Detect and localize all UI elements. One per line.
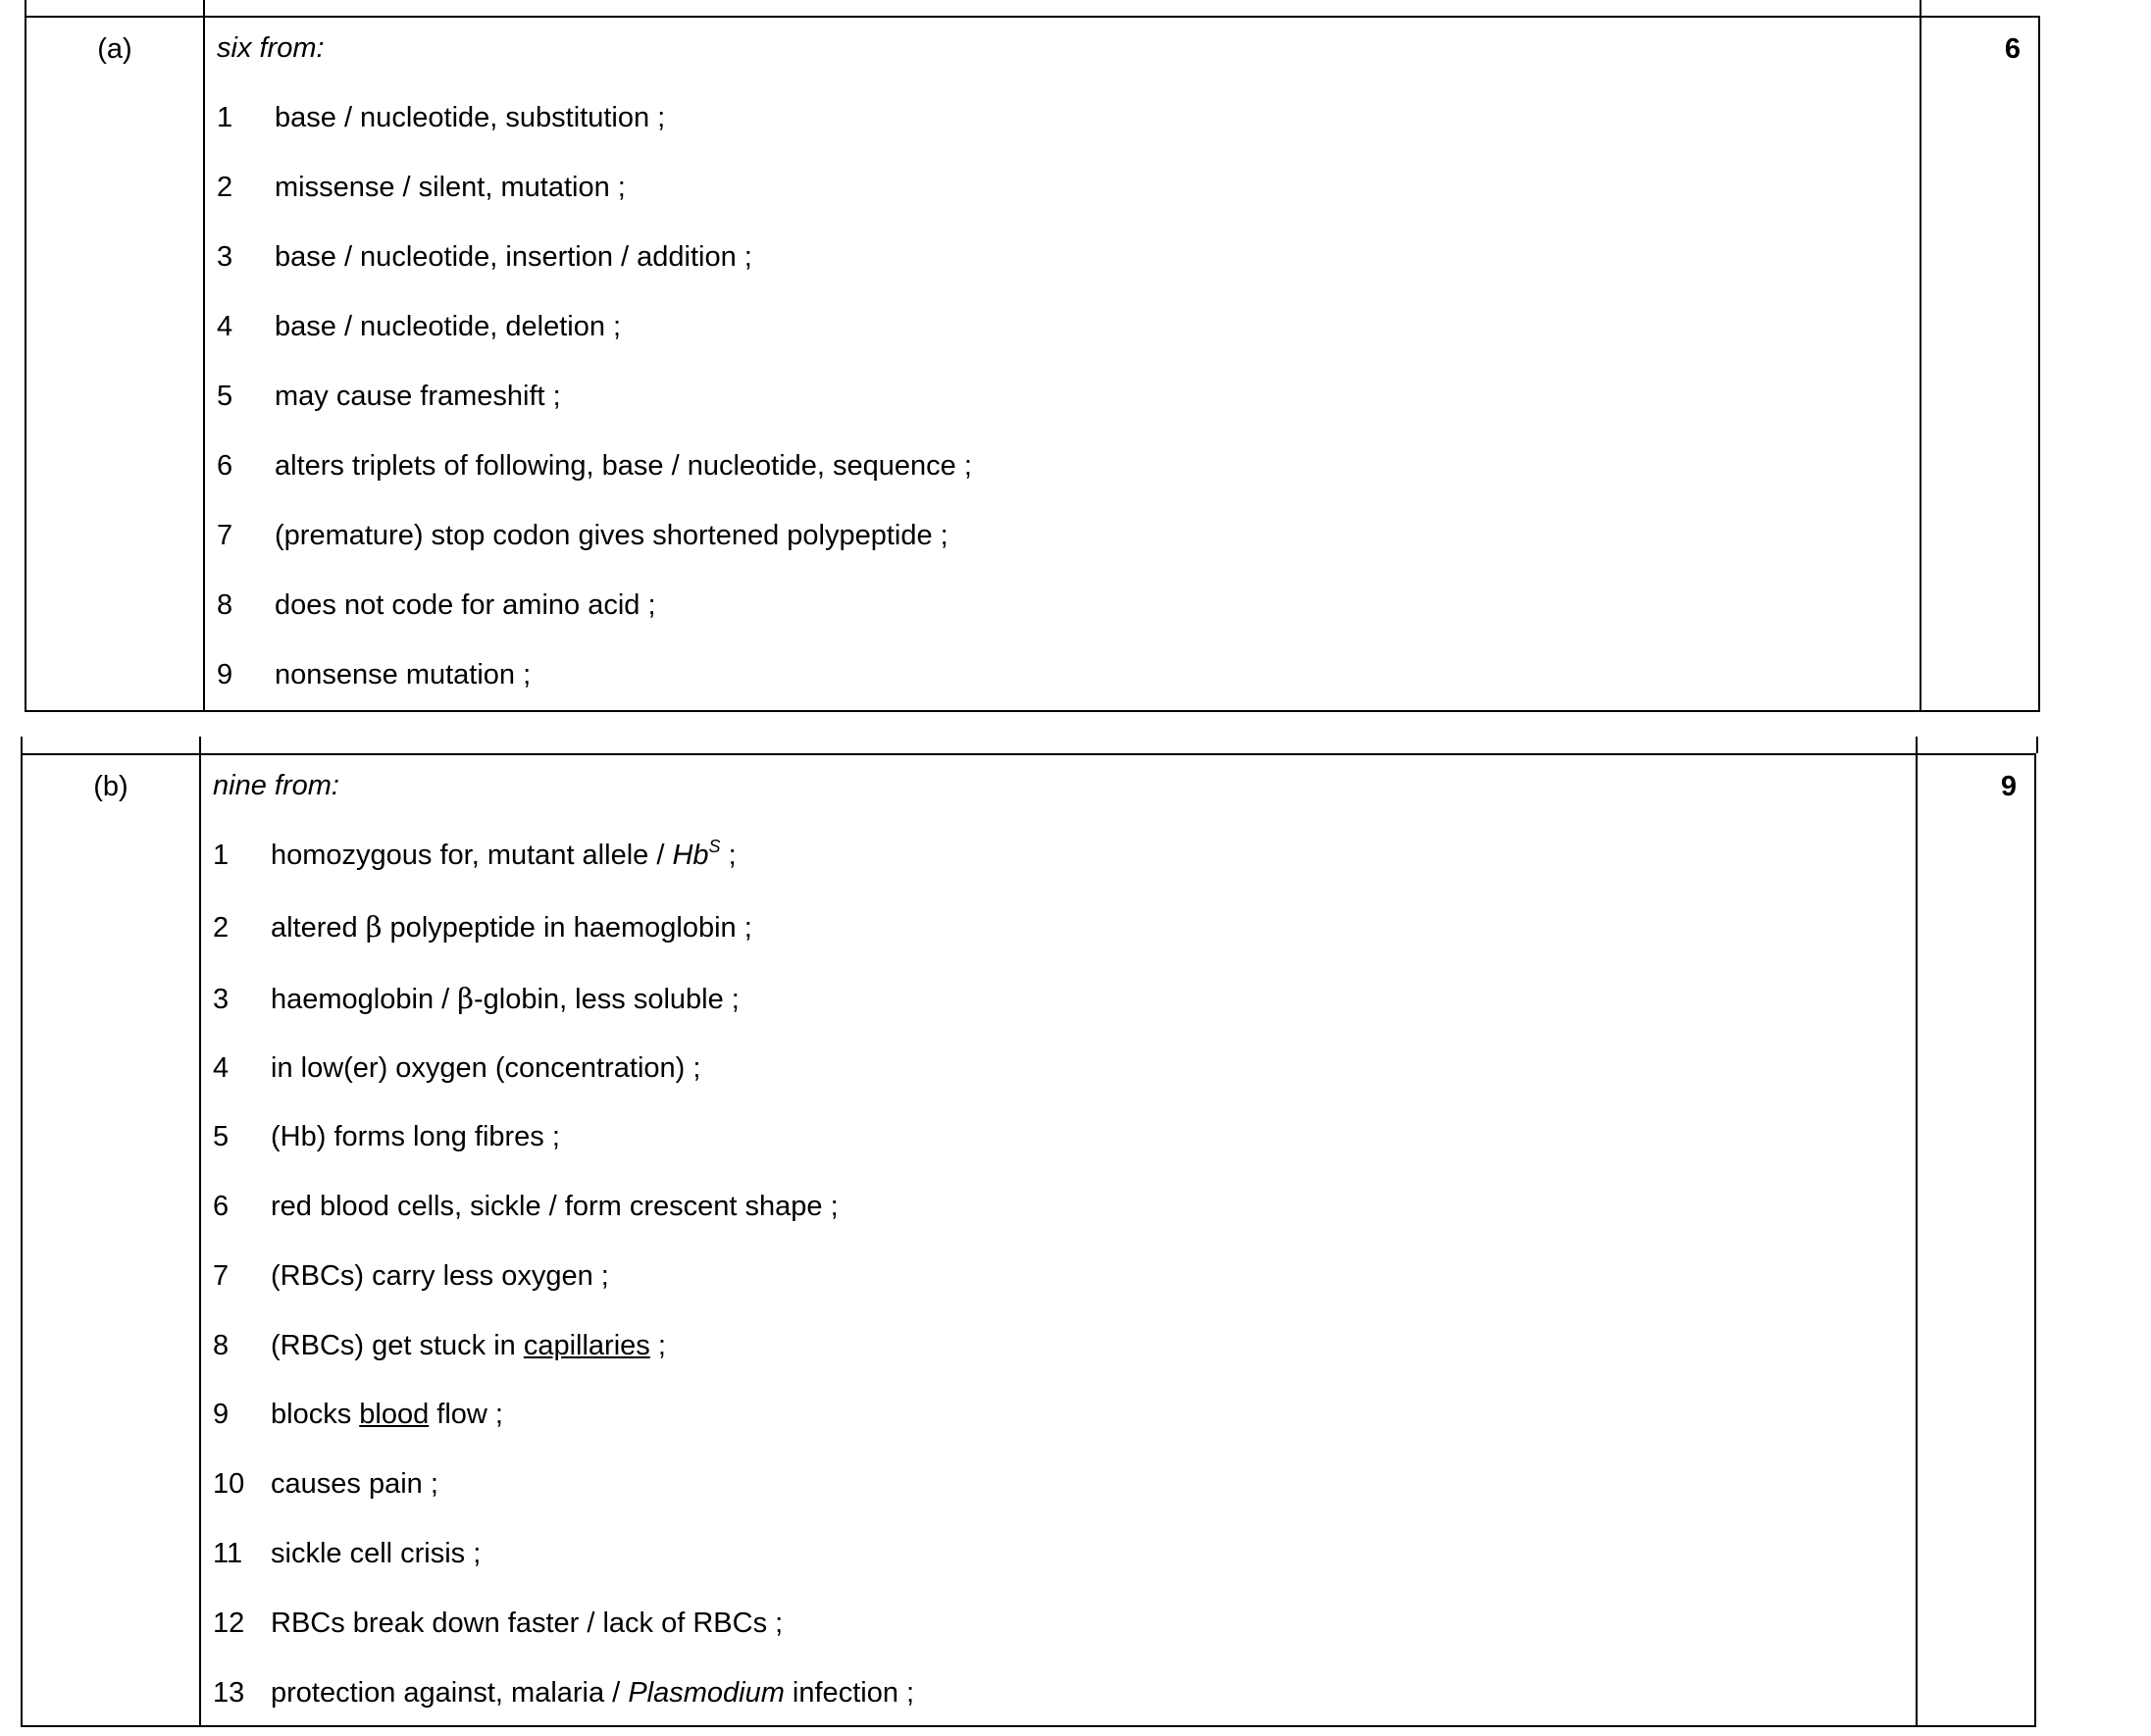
table-top-border xyxy=(21,753,2036,755)
beta-symbol: β xyxy=(365,910,383,944)
column-divider-right xyxy=(1916,753,1918,1725)
list-item xyxy=(217,521,948,550)
item-number: 1 xyxy=(213,840,230,871)
list-item xyxy=(213,1261,609,1291)
item-text-post: infection ; xyxy=(784,1677,915,1709)
item-text: (premature) stop codon gives shortened polypeptide ; xyxy=(275,520,948,551)
table-stub-mid xyxy=(203,0,205,16)
item-number: 5 xyxy=(213,1121,230,1152)
list-item xyxy=(217,590,656,620)
table-stub-far-right xyxy=(2036,737,2038,753)
column-divider-left xyxy=(203,16,205,710)
item-text: RBCs break down faster / lack of RBCs ; xyxy=(271,1608,784,1639)
item-number: 13 xyxy=(213,1677,245,1709)
mark-scheme-part-a xyxy=(25,16,2040,712)
item-text-pre: protection against, malaria / xyxy=(271,1677,629,1709)
table-stub-right xyxy=(1920,0,1921,16)
list-item xyxy=(217,312,621,341)
list-item xyxy=(213,1608,783,1638)
intro-text: nine from: xyxy=(213,770,339,801)
item-number: 7 xyxy=(217,520,233,551)
item-number: 12 xyxy=(213,1608,245,1639)
table-stub-left xyxy=(21,737,23,753)
item-text-pre: blocks xyxy=(271,1399,360,1430)
list-item xyxy=(213,1192,839,1221)
item-text: (RBCs) carry less oxygen ; xyxy=(271,1260,609,1292)
item-number: 1 xyxy=(217,102,233,133)
table-stub-mid xyxy=(199,737,201,753)
list-item xyxy=(213,1678,914,1708)
list-item xyxy=(217,660,531,689)
underlined-term: blood xyxy=(359,1399,430,1430)
beta-symbol: β xyxy=(457,982,475,1015)
item-text-pre: haemoglobin / xyxy=(271,984,458,1015)
list-item xyxy=(213,984,740,1014)
table-stub-left xyxy=(25,0,26,16)
item-number: 2 xyxy=(213,912,230,944)
list-item xyxy=(213,912,752,943)
item-text: in low(er) oxygen (concentration) ; xyxy=(271,1052,701,1084)
item-text: missense / silent, mutation ; xyxy=(275,172,626,203)
allele-superscript: S xyxy=(708,837,721,856)
list-item xyxy=(213,1331,666,1360)
item-number: 3 xyxy=(213,984,230,1015)
item-text: red blood cells, sickle / form crescent shape ; xyxy=(271,1191,839,1222)
list-item xyxy=(213,1469,438,1499)
column-divider-right xyxy=(1920,16,1921,710)
list-item xyxy=(213,1122,560,1151)
item-number: 8 xyxy=(213,1330,230,1361)
list-item xyxy=(213,1539,481,1568)
item-text: nonsense mutation ; xyxy=(275,659,532,690)
allele-symbol: Hb xyxy=(672,840,709,871)
list-item xyxy=(217,451,972,481)
item-text-pre: homozygous for, mutant allele / xyxy=(271,840,673,871)
list-item xyxy=(213,837,737,871)
item-text: sickle cell crisis ; xyxy=(271,1538,482,1569)
table-stub-right xyxy=(1916,737,1918,753)
item-text: may cause frameshift ; xyxy=(275,381,561,412)
item-text: (Hb) forms long fibres ; xyxy=(271,1121,560,1152)
item-text-pre: (RBCs) get stuck in xyxy=(271,1330,524,1361)
answer-points xyxy=(213,770,915,1709)
item-text-post: ; xyxy=(649,1330,666,1361)
intro-text: six from: xyxy=(217,32,325,64)
item-number: 5 xyxy=(217,381,233,412)
item-text-pre: altered xyxy=(271,912,366,944)
table-top-border xyxy=(25,16,2040,18)
item-number: 2 xyxy=(217,172,233,203)
item-number: 10 xyxy=(213,1468,245,1500)
list-item xyxy=(213,1400,503,1429)
item-number: 9 xyxy=(213,1399,230,1430)
underlined-term: capillaries xyxy=(523,1330,650,1361)
item-text: does not code for amino acid ; xyxy=(275,589,656,621)
list-item xyxy=(213,1053,700,1083)
marks-value: 9 xyxy=(2000,771,2017,802)
item-number: 4 xyxy=(217,311,233,342)
item-number: 9 xyxy=(217,659,233,690)
list-item xyxy=(217,382,561,411)
part-label: (b) xyxy=(93,771,128,802)
item-text: alters triplets of following, base / nucleotide, sequence ; xyxy=(275,450,972,482)
list-item xyxy=(217,173,626,202)
marks-value: 6 xyxy=(2004,33,2021,65)
italic-term: Plasmodium xyxy=(628,1677,785,1709)
item-text-post: -globin, less soluble ; xyxy=(474,984,740,1015)
item-text: base / nucleotide, insertion / addition ; xyxy=(275,241,752,273)
item-text: causes pain ; xyxy=(271,1468,438,1500)
item-number: 3 xyxy=(217,241,233,273)
answer-points xyxy=(217,32,972,690)
item-text-post: flow ; xyxy=(429,1399,503,1430)
item-text-post: polypeptide in haemoglobin ; xyxy=(382,912,752,944)
item-number: 8 xyxy=(217,589,233,621)
item-number: 6 xyxy=(217,450,233,482)
item-text-post: ; xyxy=(720,840,737,871)
list-item xyxy=(217,242,752,272)
item-number: 11 xyxy=(213,1538,243,1569)
item-text: base / nucleotide, substitution ; xyxy=(275,102,666,133)
list-item xyxy=(217,103,665,132)
mark-scheme-part-b xyxy=(21,753,2036,1727)
item-text: base / nucleotide, deletion ; xyxy=(275,311,622,342)
item-number: 7 xyxy=(213,1260,230,1292)
part-label: (a) xyxy=(97,33,132,65)
column-divider-left xyxy=(199,753,201,1725)
item-number: 6 xyxy=(213,1191,230,1222)
item-number: 4 xyxy=(213,1052,230,1084)
